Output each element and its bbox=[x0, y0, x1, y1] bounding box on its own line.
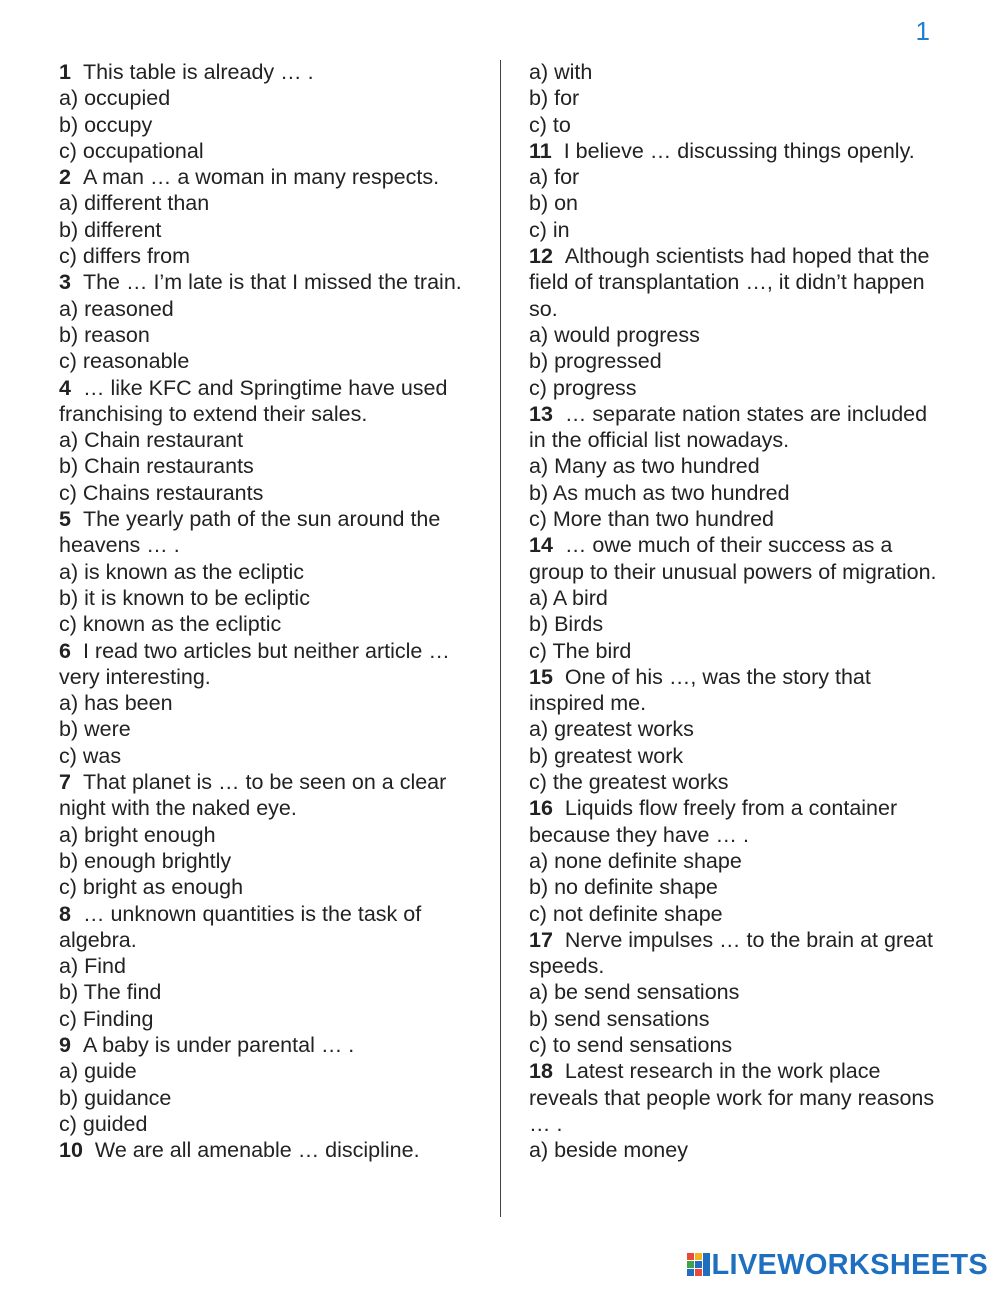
answer-option[interactable]: a) Chain restaurant bbox=[59, 428, 244, 453]
answer-option[interactable]: a) occupied bbox=[59, 86, 171, 111]
question-item bbox=[59, 769, 474, 900]
question-stem bbox=[59, 1032, 474, 1058]
answer-option[interactable]: c) the greatest works bbox=[529, 770, 729, 795]
question-number: 1 bbox=[59, 60, 71, 84]
question-stem bbox=[59, 506, 474, 559]
question-text: … separate nation states are included in the official list nowadays. bbox=[529, 401, 928, 453]
answer-option[interactable]: a) Many as two hundred bbox=[529, 454, 760, 479]
answer-option[interactable]: a) beside money bbox=[529, 1138, 688, 1163]
question-text: A man … a woman in many respects. bbox=[82, 165, 440, 190]
answer-option[interactable]: a) none definite shape bbox=[529, 848, 742, 873]
liveworksheets-logo[interactable] bbox=[687, 1248, 989, 1282]
answer-option[interactable]: c) reasonable bbox=[59, 349, 190, 374]
question-item bbox=[59, 375, 474, 506]
question-text: … like KFC and Springtime have used franchising to extend their sales. bbox=[59, 375, 448, 426]
question-text: A baby is under parental … . bbox=[82, 1032, 355, 1057]
question-stem bbox=[59, 769, 474, 822]
question-text: That planet is … to be seen on a clear night with the naked eye. bbox=[59, 770, 447, 821]
question-number: 5 bbox=[59, 507, 71, 532]
question-text: We are all amenable … discipline. bbox=[94, 1138, 420, 1163]
question-text: … unknown quantities is the task of algebra. bbox=[59, 901, 422, 952]
answer-option[interactable]: a) be send sensations bbox=[529, 980, 740, 1005]
answer-option[interactable]: b) send sensations bbox=[529, 1006, 710, 1031]
question-stem bbox=[529, 532, 949, 585]
question-number: 7 bbox=[59, 770, 71, 795]
answer-option[interactable]: b) progressed bbox=[529, 349, 662, 374]
answer-option[interactable]: a) would progress bbox=[529, 322, 700, 347]
question-item bbox=[529, 243, 949, 401]
question-number: 14 bbox=[529, 533, 553, 558]
answer-option[interactable]: b) greatest work bbox=[529, 743, 684, 768]
brand-name: LIVEWORKSHEETS bbox=[711, 1248, 988, 1281]
question-stem bbox=[59, 1137, 474, 1163]
question-text: The yearly path of the sun around the heavens … . bbox=[59, 507, 441, 558]
answer-option[interactable]: c) Finding bbox=[59, 1006, 154, 1031]
answer-option[interactable]: a) bright enough bbox=[59, 822, 216, 847]
answer-option[interactable]: a) reasoned bbox=[59, 296, 174, 321]
question-item bbox=[59, 59, 474, 164]
answer-option[interactable]: c) in bbox=[529, 217, 570, 242]
question-stem bbox=[529, 795, 949, 848]
question-item bbox=[529, 1058, 949, 1163]
answer-option[interactable]: b) no definite shape bbox=[529, 875, 718, 900]
answer-option[interactable]: b) occupy bbox=[59, 112, 153, 137]
answer-option[interactable]: b) reason bbox=[59, 322, 150, 347]
liveworksheets-icon bbox=[687, 1253, 711, 1277]
question-text: Latest research in the work place reveals that people work for many reasons … . bbox=[529, 1059, 935, 1136]
answer-option[interactable]: c) bright as enough bbox=[59, 875, 244, 900]
answer-option[interactable]: c) known as the ecliptic bbox=[59, 612, 282, 637]
answer-option[interactable]: b) for bbox=[529, 86, 580, 111]
question-text: I read two articles but neither article … very interesting. bbox=[59, 638, 450, 689]
question-number: 9 bbox=[59, 1032, 71, 1057]
question-number: 10 bbox=[59, 1138, 83, 1163]
question-item bbox=[59, 506, 474, 637]
answer-option[interactable]: a) Find bbox=[59, 954, 126, 979]
question-text: … owe much of their success as a group to their unusual powers of migration. bbox=[529, 533, 937, 584]
answer-option[interactable]: a) for bbox=[529, 165, 580, 190]
question-item bbox=[59, 901, 474, 1032]
answer-option[interactable]: b) were bbox=[59, 717, 131, 742]
question-stem bbox=[529, 927, 949, 980]
question-text: Liquids flow freely from a container because they have … . bbox=[529, 796, 898, 847]
answer-option[interactable]: a) guide bbox=[59, 1059, 137, 1084]
answer-option[interactable]: c) to bbox=[529, 112, 571, 137]
answer-option[interactable]: a) with bbox=[529, 60, 593, 84]
question-item bbox=[529, 664, 949, 795]
question-text: Nerve impulses … to the brain at great speeds. bbox=[529, 927, 933, 979]
answer-option[interactable]: b) it is known to be ecliptic bbox=[59, 585, 310, 610]
question-number: 15 bbox=[529, 664, 553, 689]
question-stem bbox=[529, 1058, 949, 1137]
column-divider bbox=[500, 60, 501, 1217]
question-stem bbox=[59, 164, 474, 190]
answer-option[interactable]: a) is known as the ecliptic bbox=[59, 559, 304, 584]
question-stem bbox=[59, 269, 474, 295]
question-item bbox=[529, 532, 949, 663]
question-item bbox=[59, 1137, 474, 1163]
answer-option[interactable]: c) The bird bbox=[529, 638, 632, 663]
answer-option[interactable]: b) Birds bbox=[529, 612, 604, 637]
answer-option[interactable]: c) occupational bbox=[59, 138, 204, 163]
question-text: Although scientists had hoped that the field of transplantation …, it didn’t happen so. bbox=[529, 244, 930, 321]
answer-option[interactable]: a) different than bbox=[59, 191, 210, 216]
question-item bbox=[59, 1032, 474, 1137]
question-item bbox=[529, 795, 949, 926]
question-stem bbox=[59, 901, 474, 954]
answer-option[interactable]: b) As much as two hundred bbox=[529, 480, 790, 505]
answer-option[interactable]: c) guided bbox=[59, 1111, 148, 1136]
answer-option[interactable]: b) Chain restaurants bbox=[59, 454, 254, 479]
question-number: 8 bbox=[59, 901, 71, 926]
question-stem bbox=[59, 638, 474, 691]
question-item bbox=[529, 59, 949, 138]
question-text: The … I’m late is that I missed the train. bbox=[82, 270, 462, 295]
page-number: 1 bbox=[915, 16, 930, 46]
answer-option[interactable]: a) A bird bbox=[529, 585, 608, 610]
question-stem bbox=[529, 243, 949, 322]
answer-option[interactable]: c) progress bbox=[529, 375, 637, 400]
question-number: 11 bbox=[529, 138, 552, 163]
answer-option[interactable]: c) More than two hundred bbox=[529, 507, 774, 532]
question-stem bbox=[59, 59, 474, 85]
answer-option[interactable]: b) The find bbox=[59, 980, 162, 1005]
question-stem bbox=[529, 664, 949, 717]
question-number: 17 bbox=[529, 927, 553, 952]
answer-option[interactable]: a) has been bbox=[59, 691, 173, 716]
question-item bbox=[59, 269, 474, 374]
answer-option[interactable]: c) was bbox=[59, 743, 122, 768]
answer-option[interactable]: b) different bbox=[59, 217, 162, 242]
question-text: I believe … discussing things openly. bbox=[563, 138, 915, 163]
question-item bbox=[59, 638, 474, 769]
left-column bbox=[59, 59, 474, 1163]
answer-option[interactable]: b) on bbox=[529, 191, 579, 216]
answer-option[interactable]: c) not definite shape bbox=[529, 901, 723, 926]
question-number: 4 bbox=[59, 375, 71, 400]
question-item bbox=[59, 164, 474, 269]
question-text: One of his …, was the story that inspired me. bbox=[529, 664, 871, 716]
question-number: 6 bbox=[59, 638, 71, 663]
answer-option[interactable]: a) greatest works bbox=[529, 717, 694, 742]
answer-option[interactable]: b) enough brightly bbox=[59, 848, 232, 873]
question-item bbox=[529, 927, 949, 1058]
answer-option[interactable]: c) Chains restaurants bbox=[59, 480, 264, 505]
answer-option[interactable]: c) to send sensations bbox=[529, 1032, 733, 1057]
right-column bbox=[529, 59, 949, 1163]
answer-option[interactable]: c) differs from bbox=[59, 244, 191, 269]
question-stem bbox=[529, 138, 949, 164]
question-number: 13 bbox=[529, 401, 553, 426]
answer-option[interactable]: b) guidance bbox=[59, 1085, 172, 1110]
question-stem bbox=[529, 401, 949, 454]
question-item bbox=[529, 138, 949, 243]
question-number: 2 bbox=[59, 165, 71, 190]
question-number: 12 bbox=[529, 244, 553, 269]
question-number: 16 bbox=[529, 796, 553, 821]
question-number: 3 bbox=[59, 270, 71, 295]
question-number: 18 bbox=[529, 1059, 553, 1084]
question-text: This table is already … . bbox=[82, 60, 314, 84]
question-item bbox=[529, 401, 949, 532]
question-stem bbox=[59, 375, 474, 428]
